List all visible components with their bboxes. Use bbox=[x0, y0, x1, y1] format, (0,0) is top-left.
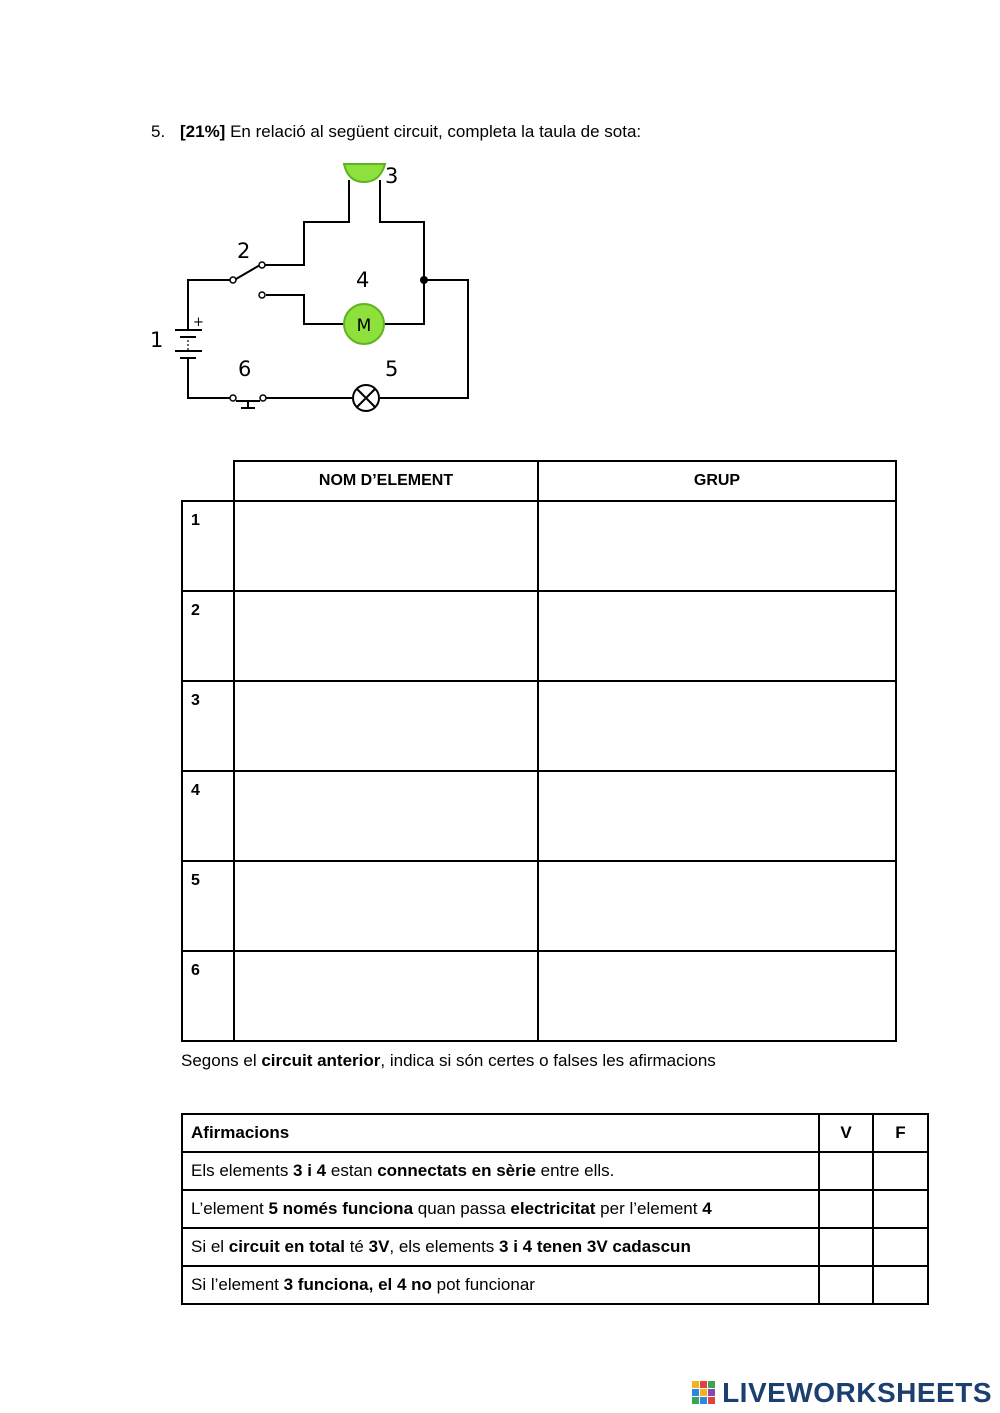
statements-table bbox=[181, 1113, 929, 1305]
header-corner bbox=[182, 461, 234, 501]
question-number: 5. bbox=[151, 122, 166, 141]
elements-table bbox=[181, 460, 897, 1042]
statement-bold: circuit en total bbox=[228, 1237, 345, 1256]
statement-bold: 3V bbox=[368, 1237, 390, 1256]
table-row bbox=[182, 591, 896, 681]
junction-dot bbox=[420, 276, 428, 284]
false-cell[interactable] bbox=[873, 1190, 928, 1228]
true-cell[interactable] bbox=[819, 1190, 873, 1228]
statement-bold: 5 només funciona bbox=[268, 1199, 414, 1218]
row-number: 2 bbox=[182, 591, 234, 681]
circuit-diagram bbox=[140, 150, 480, 420]
circuit-wires bbox=[188, 190, 468, 398]
statement-text bbox=[182, 1266, 819, 1304]
group-cell[interactable] bbox=[538, 861, 896, 951]
table-row bbox=[182, 1190, 928, 1228]
elements-header-row bbox=[182, 461, 896, 501]
motor-icon bbox=[344, 304, 384, 344]
label-6: 6 bbox=[238, 357, 252, 381]
name-cell[interactable] bbox=[234, 951, 538, 1041]
false-cell[interactable] bbox=[873, 1152, 928, 1190]
statement-bold: 3 funciona, el 4 no bbox=[283, 1275, 432, 1294]
false-cell[interactable] bbox=[873, 1266, 928, 1304]
header-true: V bbox=[819, 1114, 873, 1152]
table-row bbox=[182, 681, 896, 771]
battery-icon bbox=[175, 315, 204, 358]
switch-icon bbox=[230, 262, 265, 298]
lamp-icon bbox=[353, 385, 379, 411]
table-row bbox=[182, 861, 896, 951]
liveworksheets-logo bbox=[692, 1376, 992, 1410]
group-cell[interactable] bbox=[538, 591, 896, 681]
statement-text bbox=[182, 1152, 819, 1190]
true-cell[interactable] bbox=[819, 1152, 873, 1190]
name-cell[interactable] bbox=[234, 501, 538, 591]
statement-run: estan bbox=[326, 1161, 378, 1180]
table-row bbox=[182, 951, 896, 1041]
group-cell[interactable] bbox=[538, 771, 896, 861]
group-cell[interactable] bbox=[538, 951, 896, 1041]
true-cell[interactable] bbox=[819, 1266, 873, 1304]
motor-symbol: M bbox=[356, 316, 372, 336]
table-row bbox=[182, 1228, 928, 1266]
statement-bold: 4 bbox=[702, 1199, 712, 1218]
statement-bold: 3 i 4 tenen 3V cadascun bbox=[499, 1237, 691, 1256]
table-row bbox=[182, 1266, 928, 1304]
statement-run: , els elements bbox=[389, 1237, 500, 1256]
statement-text bbox=[182, 1228, 819, 1266]
statements-header-row bbox=[182, 1114, 928, 1152]
name-cell[interactable] bbox=[234, 771, 538, 861]
statement-run: L’element bbox=[191, 1199, 269, 1218]
row-number: 4 bbox=[182, 771, 234, 861]
logo-text: LIVEWORKSHEETS bbox=[722, 1377, 992, 1408]
push-button-icon bbox=[230, 395, 266, 408]
question-text: En relació al següent circuit, completa la taula de sota: bbox=[225, 122, 642, 141]
true-cell[interactable] bbox=[819, 1228, 873, 1266]
header-name: NOM D’ELEMENT bbox=[234, 461, 538, 501]
logo-grid-icon bbox=[692, 1381, 716, 1405]
row-number: 3 bbox=[182, 681, 234, 771]
question-heading bbox=[151, 121, 641, 143]
header-statements: Afirmacions bbox=[182, 1114, 819, 1152]
statement-run: per l’element bbox=[595, 1199, 703, 1218]
group-cell[interactable] bbox=[538, 501, 896, 591]
statement-text bbox=[182, 1190, 819, 1228]
header-group: GRUP bbox=[538, 461, 896, 501]
table-row bbox=[182, 501, 896, 591]
statement-run: entre ells. bbox=[535, 1161, 615, 1180]
row-number: 5 bbox=[182, 861, 234, 951]
false-cell[interactable] bbox=[873, 1228, 928, 1266]
intro-text: Segons el bbox=[181, 1051, 262, 1070]
table-row bbox=[182, 771, 896, 861]
statement-run: Si l’element bbox=[191, 1275, 284, 1294]
header-false: F bbox=[873, 1114, 928, 1152]
label-1: 1 bbox=[150, 328, 164, 352]
statements-intro bbox=[181, 1050, 716, 1072]
group-cell[interactable] bbox=[538, 681, 896, 771]
statement-bold: connectats en sèrie bbox=[377, 1161, 536, 1180]
buzzer-icon bbox=[344, 164, 385, 190]
statement-run: Si el bbox=[191, 1237, 229, 1256]
statement-run: quan passa bbox=[413, 1199, 511, 1218]
label-2: 2 bbox=[237, 239, 251, 263]
label-4: 4 bbox=[356, 268, 370, 292]
table-row bbox=[182, 1152, 928, 1190]
name-cell[interactable] bbox=[234, 861, 538, 951]
label-3: 3 bbox=[385, 164, 399, 188]
row-number: 6 bbox=[182, 951, 234, 1041]
statement-bold: 3 i 4 bbox=[293, 1161, 327, 1180]
intro-bold: circuit anterior bbox=[261, 1051, 381, 1070]
name-cell[interactable] bbox=[234, 591, 538, 681]
statement-run: té bbox=[344, 1237, 369, 1256]
statement-bold: electricitat bbox=[510, 1199, 596, 1218]
intro-text: , indica si són certes o falses les afirmacions bbox=[380, 1051, 716, 1070]
row-number: 1 bbox=[182, 501, 234, 591]
battery-plus: + bbox=[193, 315, 204, 330]
statement-run: Els elements bbox=[191, 1161, 294, 1180]
name-cell[interactable] bbox=[234, 681, 538, 771]
question-weight: [21%] bbox=[180, 122, 226, 141]
label-5: 5 bbox=[385, 357, 399, 381]
statement-run: pot funcionar bbox=[431, 1275, 535, 1294]
